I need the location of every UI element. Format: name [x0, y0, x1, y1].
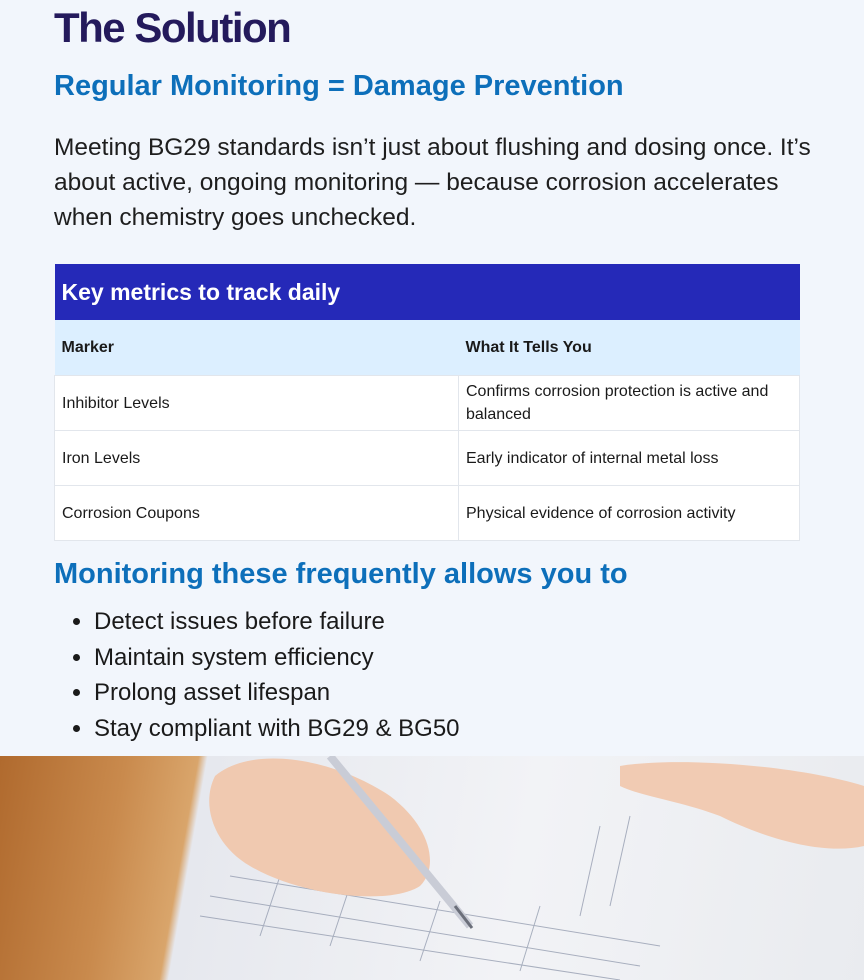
metrics-table — [54, 264, 800, 541]
subtitle: Regular Monitoring = Damage Prevention — [54, 70, 624, 102]
table-cell: Physical evidence of corrosion activity — [459, 486, 800, 541]
page-title: The Solution — [54, 4, 291, 51]
table-row — [55, 431, 800, 486]
column-header: Marker — [55, 320, 459, 376]
table-cell: Confirms corrosion protection is active and balanced — [459, 376, 800, 431]
list-item: • Prolong asset lifespan — [94, 675, 460, 711]
list-item: • Stay compliant with BG29 & BG50 — [94, 711, 460, 747]
benefits-list — [72, 604, 460, 746]
list-item: • Detect issues before failure — [94, 604, 460, 640]
table-caption: Key metrics to track daily — [55, 264, 800, 320]
table-cell: Inhibitor Levels — [55, 376, 459, 431]
table-row — [55, 376, 800, 431]
table-cell: Early indicator of internal metal loss — [459, 431, 800, 486]
table-row — [55, 486, 800, 541]
photo-illustration — [0, 756, 864, 980]
intro-paragraph: Meeting BG29 standards isn’t just about flushing and dosing once. It’s about active, ongoing monitoring — because corrosion accelerates when chemistry goes unchecked. — [54, 134, 811, 231]
table-header-row — [55, 320, 800, 376]
list-item: • Maintain system efficiency — [94, 640, 460, 676]
column-header: What It Tells You — [459, 320, 800, 376]
photo-hand-writing-on-form — [0, 756, 864, 980]
table-cell: Iron Levels — [55, 431, 459, 486]
benefits-heading: Monitoring these frequently allows you to — [54, 558, 628, 590]
table-cell: Corrosion Coupons — [55, 486, 459, 541]
